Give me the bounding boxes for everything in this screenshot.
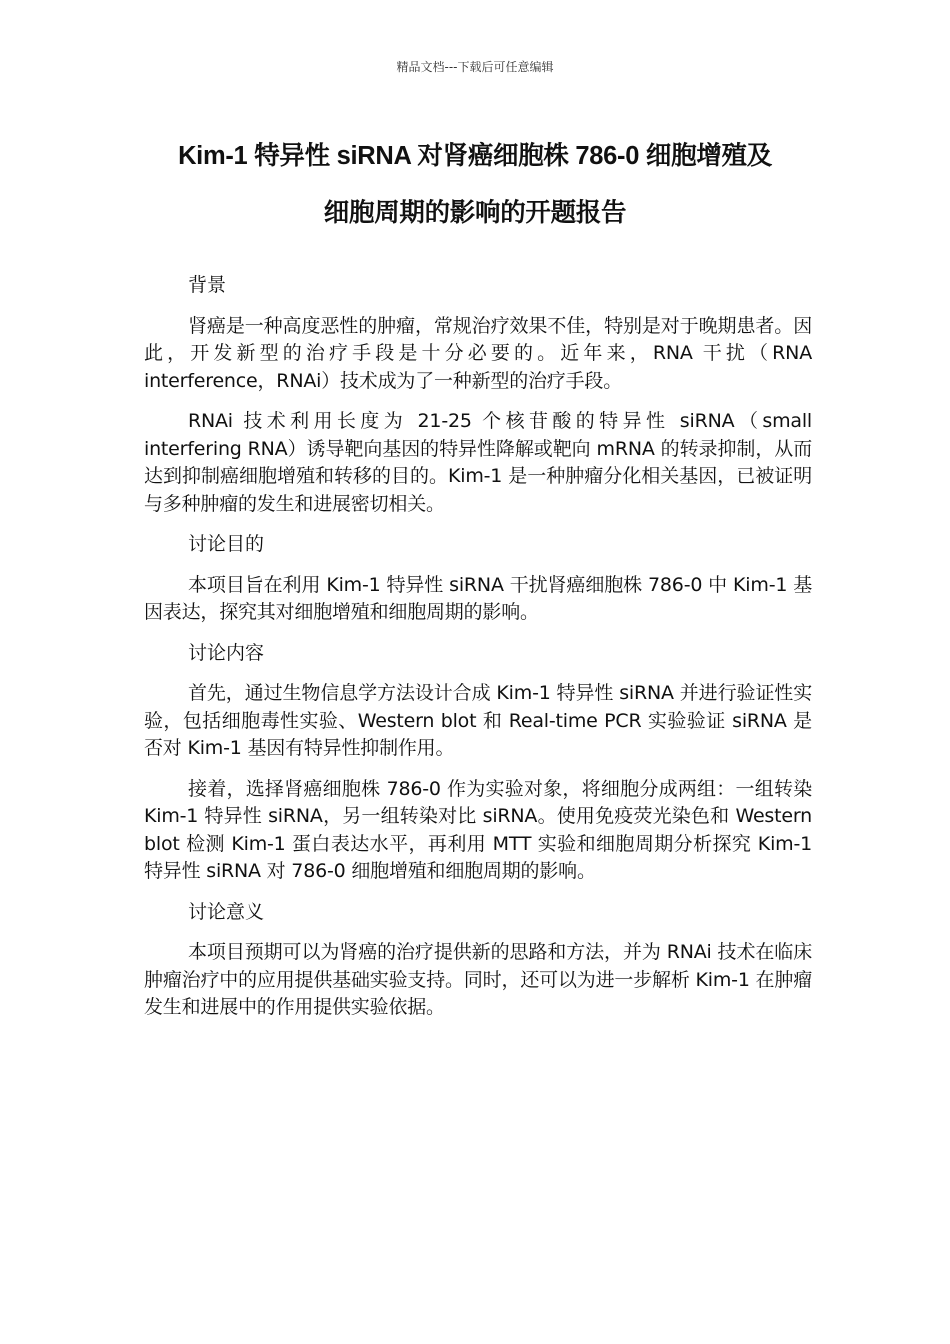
content-paragraph-1: 首先，通过生物信息学方法设计合成 Kim-1 特异性 siRNA 并进行验证性实验，包括细胞毒性实验、Western blot 和 Real-time PCR 实验验证 siRNA 是否对 Kim-1 基因有特异性抑制作用。 (144, 682, 812, 759)
significance-paragraph: 本项目预期可以为肾癌的治疗提供新的思路和方法，并为 RNAi 技术在临床肿瘤治疗中的应用提供基础实验支持。同时，还可以为进一步解析 Kim-1 在肿瘤发生和进展中的作用提供实验依据。 (144, 941, 812, 1018)
title-line-1: Kim-1 特异性 siRNA 对肾癌细胞株 786-0 细胞增殖及 (178, 142, 772, 170)
purpose-heading: 讨论目的 (188, 533, 265, 555)
document-body (144, 272, 812, 1035)
content-paragraph-2: 接着，选择肾癌细胞株 786-0 作为实验对象，将细胞分成两组：一组转染 Kim-1 特异性 siRNA，另一组转染对比 siRNA。使用免疫荧光染色和 Western blot 检测 Kim-1 蛋白表达水平，再利用 MTT 实验和细胞周期分析探究 Kim-1 特异性 siRNA 对 786-0 细胞增殖和细胞周期的影响。 (144, 777, 812, 882)
background-paragraph-1: 肾癌是一种高度恶性的肿瘤，常规治疗效果不佳，特别是对于晚期患者。因此，开发新型的治疗手段是十分必要的。近年来，RNA 干扰（RNA interference，RNAi）技术成为了一种新型的治疗手段。 (144, 314, 812, 392)
background-heading: 背景 (188, 274, 227, 296)
significance-heading: 讨论意义 (188, 900, 265, 923)
purpose-paragraph: 本项目旨在利用 Kim-1 特异性 siRNA 干扰肾癌细胞株 786-0 中 Kim-1 基因表达，探究其对细胞增殖和细胞周期的影响。 (144, 573, 812, 623)
title-line-2: 细胞周期的影响的开题报告 (323, 199, 627, 227)
background-paragraph-2: RNAi 技术利用长度为 21-25 个核苷酸的特异性 siRNA（small interfering RNA）诱导靶向基因的特异性降解或靶向 mRNA 的转录抑制，从而达到抑制癌细胞增殖和转移的目的。Kim-1 是一种肿瘤分化相关基因，已被证明与多种肿瘤的发生和进展密切相关。 (144, 410, 812, 515)
page-header: 精品文档---下载后可任意编辑 (396, 60, 554, 74)
document-title (130, 128, 820, 242)
content-heading: 讨论内容 (188, 641, 265, 664)
